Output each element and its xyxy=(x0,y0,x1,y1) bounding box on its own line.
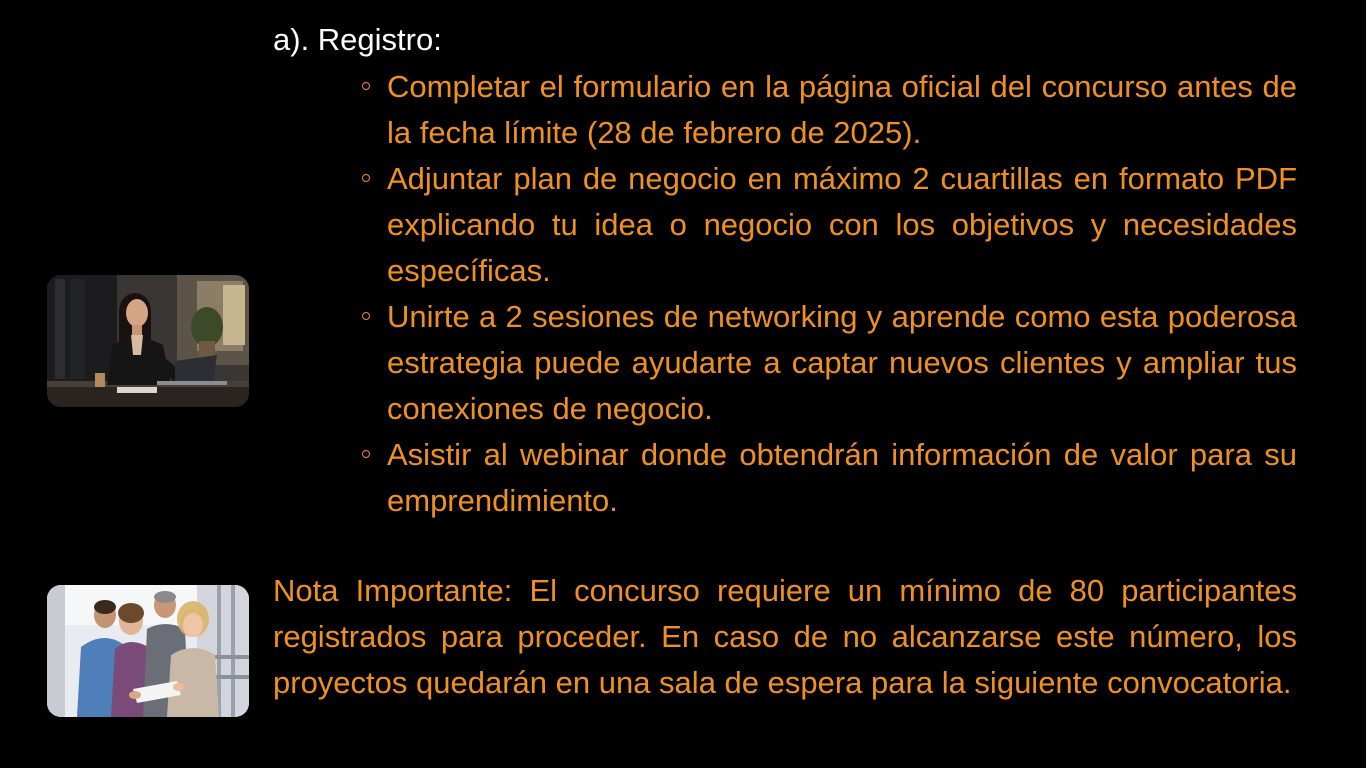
list-item-text: Asistir al webinar donde obtendrán información de valor para su emprendimiento. xyxy=(387,437,1297,518)
registration-requirements-list xyxy=(360,64,1297,524)
list-item-text: Unirte a 2 sesiones de networking y aprende como esta poderosa estrategia puede ayudarte a captar nuevos clientes y ampliar tus conexiones de negocio. xyxy=(387,299,1297,426)
circle-bullet-icon xyxy=(362,450,370,458)
team-meeting-photo xyxy=(47,585,249,717)
list-item xyxy=(360,156,1297,294)
registro-heading: a). Registro: xyxy=(273,22,442,57)
circle-bullet-icon xyxy=(362,312,370,320)
circle-bullet-icon xyxy=(362,82,370,90)
list-item-text: Adjuntar plan de negocio en máximo 2 cuartillas en formato PDF explicando tu idea o negocio con los objetivos y necesidades específicas. xyxy=(387,161,1297,288)
list-item xyxy=(360,294,1297,432)
circle-bullet-icon xyxy=(362,174,370,182)
list-item xyxy=(360,64,1297,156)
list-item-text: Completar el formulario en la página oficial del concurso antes de la fecha límite (28 de febrero de 2025). xyxy=(387,69,1297,150)
woman-laptop-photo xyxy=(47,275,249,407)
list-item xyxy=(360,432,1297,524)
important-note: Nota Importante: El concurso requiere un mínimo de 80 participantes registrados para proceder. En caso de no alcanzarse este número, los proyectos quedarán en una sala de espera para la siguiente convocatoria. xyxy=(273,573,1297,700)
